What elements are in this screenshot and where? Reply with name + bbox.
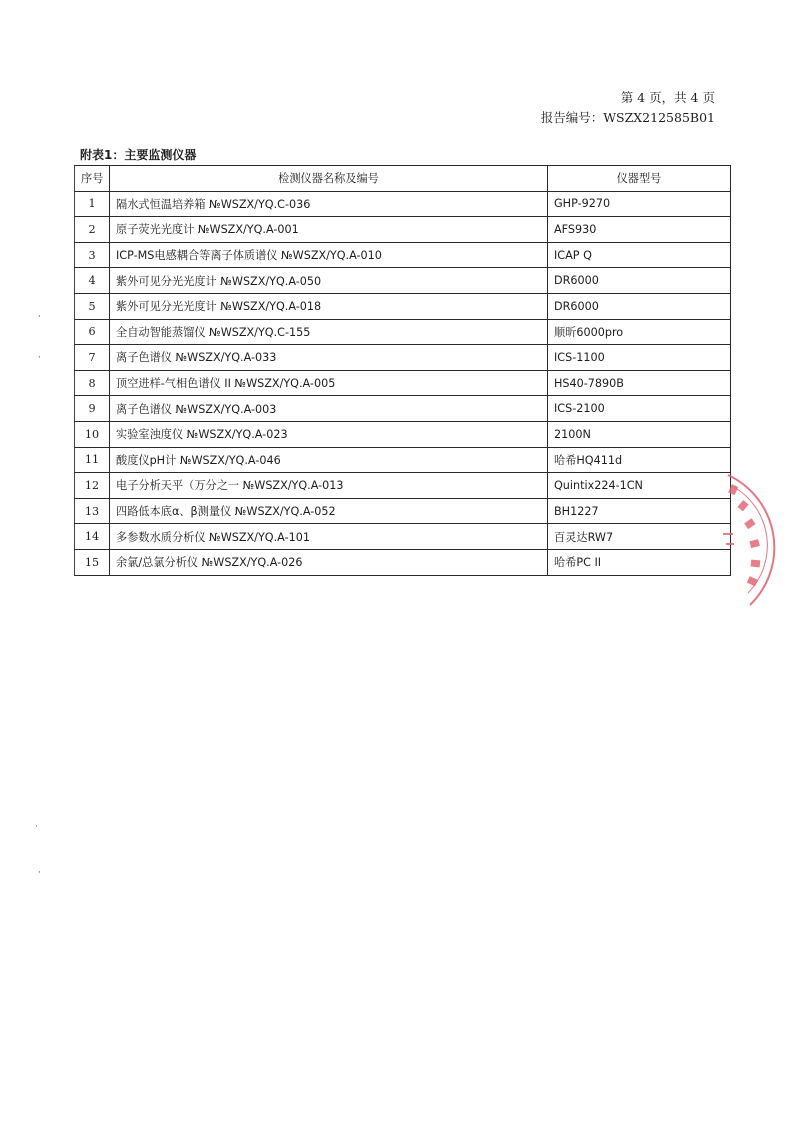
- instrument-model: DR6000: [548, 268, 731, 294]
- instrument-model: ICS-1100: [548, 345, 731, 371]
- page-number: 第 4 页，共 4 页: [620, 90, 715, 105]
- seal-stamp: [690, 455, 780, 620]
- row-number: 7: [75, 345, 110, 371]
- table-row: [75, 421, 731, 447]
- table-row: [75, 473, 731, 499]
- instrument-model: 哈希HQ411d: [548, 447, 731, 473]
- instrument-name: 顶空进样-气相色谱仪 II №WSZX/YQ.A-005: [110, 370, 548, 396]
- table-row: [75, 293, 731, 319]
- row-number: 4: [75, 268, 110, 294]
- page-header: [541, 88, 715, 128]
- table-row: [75, 242, 731, 268]
- table-row: [75, 498, 731, 524]
- row-number: 15: [75, 549, 110, 575]
- column-header-name: 检测仪器名称及编号: [110, 166, 548, 192]
- row-number: 2: [75, 217, 110, 243]
- instrument-name: 离子色谱仪 №WSZX/YQ.A-033: [110, 345, 548, 371]
- row-number: 5: [75, 293, 110, 319]
- instrument-model: AFS930: [548, 217, 731, 243]
- instrument-model: BH1227: [548, 498, 731, 524]
- scan-dot: ·: [38, 353, 41, 363]
- table-row: [75, 217, 731, 243]
- column-header-no: 序号: [75, 166, 110, 192]
- row-number: 9: [75, 396, 110, 422]
- row-number: 12: [75, 473, 110, 499]
- row-number: 6: [75, 319, 110, 345]
- table-row: [75, 549, 731, 575]
- table-row: [75, 191, 731, 217]
- table-caption: 附表1：主要监测仪器: [80, 148, 197, 162]
- instrument-table: [74, 165, 731, 576]
- row-number: 11: [75, 447, 110, 473]
- instrument-model: 哈希PC II: [548, 549, 731, 575]
- instrument-name: 电子分析天平（万分之一 №WSZX/YQ.A-013: [110, 473, 548, 499]
- instrument-name: 全自动智能蒸馏仪 №WSZX/YQ.C-155: [110, 319, 548, 345]
- instrument-model: 2100N: [548, 421, 731, 447]
- instrument-model: HS40-7890B: [548, 370, 731, 396]
- instrument-name: 隔水式恒温培养箱 №WSZX/YQ.C-036: [110, 191, 548, 217]
- row-number: 3: [75, 242, 110, 268]
- table-row: [75, 396, 731, 422]
- instrument-name: ICP-MS电感耦合等离子体质谱仪 №WSZX/YQ.A-010: [110, 242, 548, 268]
- instrument-name: 紫外可见分光光度计 №WSZX/YQ.A-018: [110, 293, 548, 319]
- row-number: 1: [75, 191, 110, 217]
- table-row: [75, 268, 731, 294]
- report-number: 报告编号：WSZX212585B01: [540, 110, 715, 125]
- row-number: 13: [75, 498, 110, 524]
- instrument-name: 四路低本底α、β测量仪 №WSZX/YQ.A-052: [110, 498, 548, 524]
- table-header-row: [75, 166, 731, 192]
- table-row: [75, 319, 731, 345]
- instrument-name: 酸度仪pH计 №WSZX/YQ.A-046: [110, 447, 548, 473]
- table-row: [75, 370, 731, 396]
- table-row: [75, 524, 731, 550]
- instrument-name: 多参数水质分析仪 №WSZX/YQ.A-101: [110, 524, 548, 550]
- instrument-model: 百灵达RW7: [548, 524, 731, 550]
- instrument-model: 顺昕6000pro: [548, 319, 731, 345]
- instrument-model: DR6000: [548, 293, 731, 319]
- table-row: [75, 345, 731, 371]
- scan-dot: ·: [38, 868, 41, 878]
- instrument-model: ICS-2100: [548, 396, 731, 422]
- instrument-model: ICAP Q: [548, 242, 731, 268]
- row-number: 8: [75, 370, 110, 396]
- instrument-model: GHP-9270: [548, 191, 731, 217]
- instrument-name: 实验室浊度仪 №WSZX/YQ.A-023: [110, 421, 548, 447]
- instrument-name: 紫外可见分光光度计 №WSZX/YQ.A-050: [110, 268, 548, 294]
- instrument-name: 原子荧光光度计 №WSZX/YQ.A-001: [110, 217, 548, 243]
- row-number: 10: [75, 421, 110, 447]
- instrument-name: 离子色谱仪 №WSZX/YQ.A-003: [110, 396, 548, 422]
- table-body: [75, 191, 731, 575]
- table-row: [75, 447, 731, 473]
- instrument-model: Quintix224-1CN: [548, 473, 731, 499]
- scan-dot: ·: [35, 822, 38, 832]
- row-number: 14: [75, 524, 110, 550]
- instrument-name: 余氯/总氯分析仪 №WSZX/YQ.A-026: [110, 549, 548, 575]
- column-header-model: 仪器型号: [548, 166, 731, 192]
- scan-dot: ·: [38, 312, 41, 322]
